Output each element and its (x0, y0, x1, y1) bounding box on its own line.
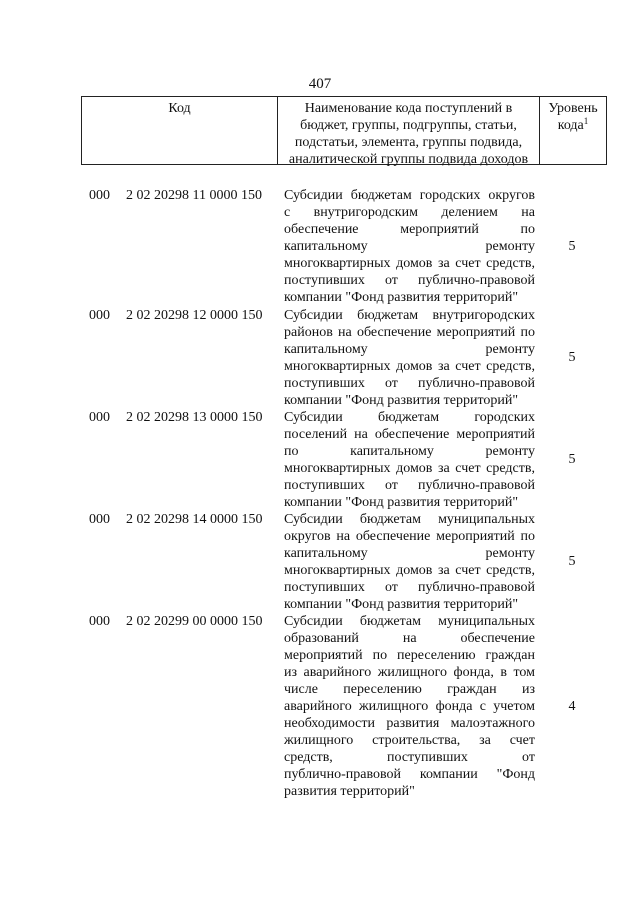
description-line: компании "Фонд развития территорий" (284, 597, 519, 612)
header-level (540, 97, 606, 164)
header-level-footnote: 1 (583, 116, 589, 126)
header-code: Код (82, 97, 278, 164)
description-line: капитальному ремонту (284, 342, 535, 357)
row-description (284, 511, 535, 613)
description-line: районов на обеспечение мероприятий по (284, 325, 535, 340)
description-line: поселений на обеспечение мероприятий (284, 427, 535, 442)
header-name: Наименование кода поступлений в бюджет, группы, подгруппы, статьи, подстатьи, элемента, группы подвида, аналитической группы подвида доходов (278, 97, 540, 164)
code-admin: 000 (89, 188, 110, 203)
code-revenue: 2 02 20298 13 0000 150 (126, 410, 263, 425)
description-line: публично-правовой компании "Фонд (284, 767, 535, 782)
code-admin: 000 (89, 308, 110, 323)
description-line: капитальному ремонту (284, 546, 535, 561)
row-level: 5 (568, 554, 576, 569)
description-line: многоквартирных домов за счет средств, (284, 563, 535, 578)
description-line: жилищного строительства, за счет (284, 733, 535, 748)
row-description (284, 307, 535, 409)
header-level-text: Уровень кода (548, 101, 598, 133)
description-line: поступивших от публично-правовой (284, 273, 535, 288)
description-line: числе переселению граждан из (284, 682, 535, 697)
description-line: аварийного жилищного фонда с учетом (284, 699, 535, 714)
code-revenue: 2 02 20298 12 0000 150 (126, 308, 263, 323)
description-line: необходимости развития малоэтажного (284, 716, 535, 731)
row-level: 5 (568, 350, 576, 365)
description-line: Субсидии бюджетам муниципальных (284, 512, 535, 527)
description-line: обеспечение мероприятий по (284, 222, 535, 237)
description-line: многоквартирных домов за счет средств, (284, 461, 535, 476)
code-admin: 000 (89, 614, 110, 629)
description-line: компании "Фонд развития территорий" (284, 495, 519, 510)
description-line: компании "Фонд развития территорий" (284, 393, 519, 408)
description-line: средств, поступивших от (284, 750, 535, 765)
description-line: поступивших от публично-правовой (284, 478, 535, 493)
code-revenue: 2 02 20298 11 0000 150 (126, 188, 262, 203)
description-line: компании "Фонд развития территорий" (284, 290, 519, 305)
row-description (284, 409, 535, 511)
description-line: многоквартирных домов за счет средств, (284, 256, 535, 271)
row-level: 4 (568, 699, 576, 714)
row-description (284, 187, 535, 306)
row-description (284, 613, 535, 800)
description-line: с внутригородским делением на (284, 205, 535, 220)
page-number: 407 (308, 76, 332, 92)
row-level: 5 (568, 452, 576, 467)
table-header (81, 96, 607, 165)
description-line: Субсидии бюджетам внутригородских (284, 308, 535, 323)
description-line: образований на обеспечение (284, 631, 535, 646)
description-line: Субсидии бюджетам городских (284, 410, 535, 425)
code-revenue: 2 02 20298 14 0000 150 (126, 512, 263, 527)
description-line: многоквартирных домов за счет средств, (284, 359, 535, 374)
code-revenue: 2 02 20299 00 0000 150 (126, 614, 263, 629)
description-line: поступивших от публично-правовой (284, 376, 535, 391)
description-line: из аварийного жилищного фонда, в том (284, 665, 535, 680)
description-line: округов на обеспечение мероприятий по (284, 529, 535, 544)
description-line: мероприятий по переселению граждан (284, 648, 535, 663)
description-line: Субсидии бюджетам городских округов (284, 188, 535, 203)
row-level: 5 (568, 239, 576, 254)
description-line: Субсидии бюджетам муниципальных (284, 614, 535, 629)
code-admin: 000 (89, 512, 110, 527)
description-line: развития территорий" (284, 784, 415, 799)
description-line: поступивших от публично-правовой (284, 580, 535, 595)
description-line: по капитальному ремонту (284, 444, 535, 459)
code-admin: 000 (89, 410, 110, 425)
description-line: капитальному ремонту (284, 239, 535, 254)
